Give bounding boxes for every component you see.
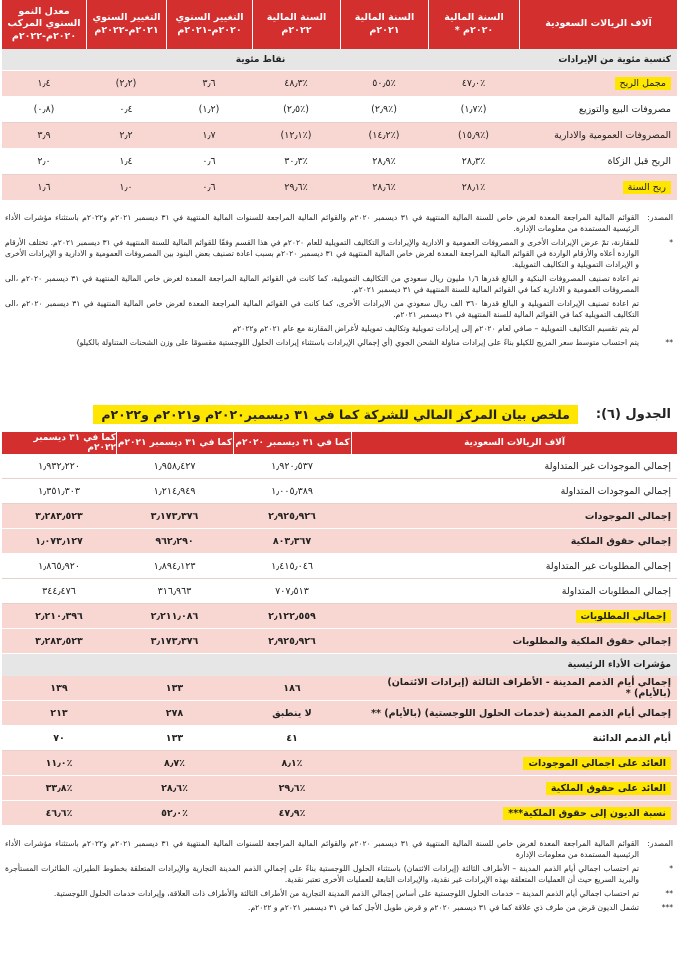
cell: ٪٥٠٫٥	[372, 78, 396, 89]
table-row	[2, 751, 677, 776]
cell: ١٫٠٠٥٫٣٨٩	[271, 485, 313, 497]
source-note: القوائم المالية المراجعة المعدة لغرض خاص للسنة المالية المنتهية في ٣١ ديسمبر ٢٠٢٠م والقوائم المالية المراجعة للسنوات المالية المنتهية في ٣١ ديسمبر ٢٠٢١م و٢٠٢٢م باستثناء مؤشرات الأداء الرئيسية المستمدة من معلومات الإدارة.	[5, 213, 640, 233]
cell: ٢٫٩٢٥٫٩٢٦	[268, 510, 316, 522]
cell: ٪٢٨٫١	[461, 182, 486, 193]
cell: ٪٥٢٫٠	[161, 807, 188, 819]
row-label: الربح قبل الزكاة	[607, 156, 671, 167]
header-label: آلاف الريالات السعودية	[519, 0, 677, 49]
header-chg2022: التغيير السنوي ٢٠٢١م-٢٠٢٢م	[86, 0, 166, 49]
table-row	[2, 529, 677, 554]
cell: ٪١١٫٠	[45, 757, 73, 769]
section-label: كنسبة مئوية من الإيرادات	[558, 54, 671, 65]
unit-label: نقاط مئوية	[235, 54, 286, 65]
header-y2020: السنة المالية ٢٠٢٠م *	[428, 0, 519, 49]
cell: ١٣٣	[165, 732, 184, 744]
footnote: للمقارنة، تمّ عرض الإيرادات الأخرى و المصروفات العمومية و الادارية والإيرادات و التكاليف التمويلية للعام ٢٠٢٠م في هذا القسم وفقًا للقوائم المالية للسنة المنتهية في ٣١ ديسمبر ٢٠٢١م. تختلف الأرقام الواردة أعلاه والأرقام الواردة في القوائم المالية المراجعة المعدة لغرض خاص المالية المنتهية في ٣١ ديسمبر ٢٠٢٠م بسبب اعادة تصنيف بعض البنود بين المصروفات العمومية و الادارية و الإيرادات الأخرى و الإيرادات التمويلية و التكاليف التمويلية.	[5, 238, 640, 269]
row-label: أيام الذمم الدائنة	[592, 732, 671, 744]
table-row	[2, 604, 677, 629]
cell: ٤١	[286, 732, 298, 744]
cell: (٪١٢٫١)	[280, 130, 312, 141]
cell: ٣٫٩	[37, 130, 51, 141]
row-label: المصروفات العمومية والادارية	[554, 130, 671, 141]
note-tag: **	[665, 338, 673, 347]
cell: ٠٫٦	[202, 156, 216, 167]
cell: ٠٫٤	[119, 104, 133, 115]
table-row	[2, 479, 677, 504]
table-row	[2, 629, 677, 654]
cell: ٢٫٢١١٫٠٨٦	[150, 610, 199, 622]
cell: ٢٫٠	[37, 156, 51, 167]
cell: ٪٨٫١	[281, 757, 303, 769]
cell: لا ينطبق	[272, 707, 312, 719]
cell: (٪١٤٫٢)	[368, 130, 400, 141]
cell: ٠٫٦	[202, 182, 216, 193]
cell: ٣٫١٧٣٫٣٧٦	[150, 635, 199, 647]
cell: (١٫٢)	[198, 104, 220, 115]
cell: ١٣٣	[165, 682, 184, 694]
row-label: مجمل الربح	[615, 77, 671, 90]
kpi-section-label: مؤشرات الأداء الرئيسية	[2, 654, 677, 676]
cell: ٪٨٫٧	[164, 757, 185, 769]
table-row	[2, 71, 677, 97]
table-row	[2, 579, 677, 604]
table-row	[2, 801, 677, 826]
cell: ٢٫٢	[119, 130, 133, 141]
notes-table1	[5, 212, 673, 351]
cell: ٣٫٢٨٣٫٥٢٣	[35, 635, 83, 647]
table-row	[2, 97, 677, 123]
header-d2020: كما في ٣١ ديسمبر ٢٠٢٠م	[233, 432, 351, 454]
cell: ١٫٩٢٠٫٥٣٧	[271, 460, 313, 472]
cell: ١٫٠٧٣٫١٢٧	[35, 535, 83, 547]
cell: ٪٢٨٫٣	[461, 156, 486, 167]
row-label: مصروفات البيع والتوزيع	[578, 104, 671, 115]
cell: ١٣٩	[50, 682, 68, 694]
cell: ١٫٤١٥٫٠٤٦	[271, 560, 313, 572]
row-label: إجمالي المطلوبات غير المتداولة	[545, 560, 671, 572]
cell: (٪١٫٧)	[460, 104, 487, 115]
table-number: الجدول (٦):	[595, 406, 671, 422]
cell: ٪٤٦٫٦	[45, 807, 73, 819]
note-tag: المصدر:	[647, 213, 673, 222]
row-label: العائد على حقوق الملكية	[546, 782, 671, 795]
cell: ٣٫٢٨٣٫٥٢٣	[35, 510, 83, 522]
cell: ٣٤٤٫٤٧٦	[42, 585, 76, 597]
section-header	[2, 49, 677, 71]
cell: ٣٫٦	[202, 78, 216, 89]
cell: ١٫٨٦٥٫٩٢٠	[38, 560, 80, 572]
margins-table-header	[2, 0, 677, 49]
cell: ٢٫٩٢٥٫٩٢٦	[268, 635, 316, 647]
row-label: نسبة الديون إلى حقوق الملكية***	[503, 807, 671, 820]
table-row	[2, 149, 677, 175]
header-chg2021: التغيير السنوي ٢٠٢٠م-٢٠٢١م	[166, 0, 252, 49]
note-tag: **	[665, 889, 673, 898]
row-label: العائد على اجمالي الموجودات	[523, 757, 671, 770]
cell: ٪٤٨٫٣	[284, 78, 308, 89]
table-row	[2, 123, 677, 149]
cell: ٪٢٩٫٦	[278, 782, 306, 794]
footnote: لم يتم تقسيم التكاليف التمويلية – صافي لعام ٢٠٢٠م إلى إيرادات تمويلية وتكاليف تمويلية لأغراض المقارنة مع عام ٢٠٢١م و٢٠٢٢م	[232, 324, 639, 333]
cell: ١٫٤	[119, 156, 133, 167]
cell: ٢٧٨	[165, 707, 184, 719]
row-label: إجمالي الموجودات	[584, 510, 671, 522]
cell: ١٫٠	[119, 182, 133, 193]
cell: ٧٠٧٫٥١٣	[275, 585, 309, 597]
cell: ٪٢٨٫٦	[372, 182, 396, 193]
row-label: إجمالي المطلوبات المتداولة	[561, 585, 671, 597]
footnote: يتم احتساب متوسط سعر المزيج للكيلو بناءً على إيرادات مناولة الشحن الجوي (أي إجمالي الإيرادات باستثناء إيرادات الحلول اللوجستية مقسومًا على وزن الشحنات المتناولة بالكيلو)	[76, 338, 639, 347]
table-row	[2, 454, 677, 479]
table-row	[2, 726, 677, 751]
footnote: تم احتساب اجمالي أيام الذمم المدينة – خدمات الحلول اللوجستية على أساس إجمالي الذمم المدينة التجارية من الأطراف الثالثة والأطراف ذات العلاقة، وإيرادات خدمات الحلول اللوجستية.	[53, 889, 639, 898]
cell: ٪٣٠٫٣	[284, 156, 308, 167]
header-label: آلاف الريالات السعودية	[351, 432, 677, 454]
row-label: إجمالي أيام الذمم المدينة - الأطراف الثالثة (إيرادات الائتمان) (بالأيام) *	[387, 677, 671, 699]
cell: ١٫٩٣٢٫٢٢٠	[38, 460, 80, 472]
table2-title	[3, 403, 675, 425]
cell: (٠٫٨)	[33, 104, 55, 115]
row-label: ربح السنة	[623, 181, 671, 194]
notes-table2	[5, 838, 673, 916]
margins-table	[2, 0, 677, 201]
header-d2022: كما في ٣١ ديسمبر ٢٠٢٢م	[2, 432, 116, 454]
cell: ٪٢٨٫٦	[161, 782, 188, 794]
row-label: إجمالي الموجودات غير المتداولة	[544, 460, 671, 472]
cell: (٪٢٫٥)	[283, 104, 309, 115]
cell: ٪٢٩٫٦	[284, 182, 308, 193]
row-label: إجمالي حقوق الملكية	[570, 535, 671, 547]
table-caption: ملخص بيان المركز المالي للشركة كما في ٣١ ديسمبر٢٠٢٠م و٢٠٢١م و٢٠٢٢م	[93, 405, 578, 424]
header-cagr: معدل النمو السنوي المركب ٢٠٢٠م-٢٠٢٢م	[2, 0, 86, 49]
cell: ١٫٢١٤٫٩٤٩	[153, 485, 196, 497]
footnote: تم اعادة تصنيف المصروفات البنكية و البالغ قدرها ١٫٦ مليون ريال سعودي من التكاليف التمويلية، كما كانت في القوائم المالية المراجعة المعدة لغرض خاص المالية المنتهية في ٣١ ديسمبر ٢٠٢٠م ،الى المصروفات العمومية و الادارية كما في القوائم المالية للسنة المنتهية في ٣١ ديسمبر ٢٠٢١م.	[5, 274, 640, 294]
header-y2022: السنة المالية ٢٠٢٢م	[252, 0, 340, 49]
row-label: إجمالي أيام الذمم المدينة (خدمات الحلول اللوجستية) (بالأيام) **	[371, 707, 671, 719]
note-tag: *	[669, 864, 673, 873]
cell: ٢٫٢١٠٫٣٩٦	[35, 610, 83, 622]
table-row	[2, 701, 677, 726]
footnote: تم احتساب اجمالي أيام الذمم المدينة – الأطراف الثالثة (إيرادات الائتمان) باستثناء الحلول اللوجستية بناءً على إجمالي الذمم المدينة التجارية والإيرادات المتعلقة بخطوط الطيران، الطائرات المستأجرة والبريد السريع حيث أن العمليات المتعلقة بهذه الإيرادات غير نقدية، والإيرادات التابعة للعمليات الأخرى تعتبر نقدية.	[5, 864, 639, 884]
cell: ٪٤٧٫٠	[461, 78, 486, 89]
cell: (٢٫٢)	[115, 78, 137, 89]
row-label: إجمالي حقوق الملكية والمطلوبات	[512, 635, 671, 647]
cell: ٪٤٧٫٩	[278, 807, 306, 819]
footnote: تشمل الديون قرض من طرف ذي علاقة كما في ٣١ ديسمبر ٢٠٢٠م و قرض طويل الأجل كما في ٣١ ديسمبر ٢٠٢١م و ٢٠٢٢م.	[248, 903, 639, 912]
cell: ١٫٧	[202, 130, 216, 141]
cell: ٩٦٢٫٢٩٠	[155, 535, 194, 547]
cell: ١٫٨٩٤٫١٢٣	[153, 560, 196, 572]
table-row	[2, 504, 677, 529]
note-tag: *	[669, 238, 673, 247]
table-row	[2, 676, 677, 701]
cell: ٢١٣	[50, 707, 68, 719]
row-label: إجمالي المطلوبات	[576, 610, 672, 623]
header-d2021: كما في ٣١ ديسمبر ٢٠٢١م	[116, 432, 233, 454]
table-row	[2, 175, 677, 201]
footnote: تم اعادة تصنيف الإيرادات التمويلية و البالغ قدرها ٣٦٠ الف ريال سعودي من الايرادات الأخرى، كما كانت في القوائم المالية المراجعة المعدة لغرض خاص المالية المنتهية في ٣١ ديسمبر ٢٠٢٠م ،الى التكاليف التمويلية كما في القوائم المالية للسنة المنتهية في ٣١ ديسمبر ٢٠٢١م.	[5, 299, 640, 319]
row-label: إجمالي الموجودات المتداولة	[560, 485, 671, 497]
cell: ١٫٩٥٨٫٤٢٧	[153, 460, 196, 472]
note-tag: المصدر:	[647, 839, 673, 848]
cell: ٨٠٣٫٣٦٧	[272, 535, 312, 547]
cell: ١٫٤	[37, 78, 51, 89]
header-y2021: السنة المالية ٢٠٢١م	[340, 0, 428, 49]
source-note: القوائم المالية المراجعة المعدة لغرض خاص للسنة المالية المنتهية في ٣١ ديسمبر ٢٠٢٠م والقوائم المالية المراجعة للسنوات المالية المنتهية في ٣١ ديسمبر ٢٠٢١م و٢٠٢٢م باستثناء مؤشرات الأداء الرئيسية المستمدة من معلومات الإدارة	[5, 839, 640, 859]
balance-sheet-table	[2, 432, 677, 826]
cell: (٪١٥٫٩)	[458, 130, 489, 141]
table-row	[2, 776, 677, 801]
balance-sheet-header	[2, 432, 677, 454]
cell: ٢٫١٢٢٫٥٥٩	[268, 610, 316, 622]
table-row	[2, 554, 677, 579]
cell: ٣٫١٧٣٫٣٧٦	[150, 510, 199, 522]
cell: ١٫٦	[37, 182, 51, 193]
cell: ٪٣٣٫٨	[45, 782, 73, 794]
cell: ٧٠	[53, 732, 65, 744]
cell: ١٨٦	[283, 682, 301, 694]
cell: ٪٢٨٫٩	[372, 156, 396, 167]
cell: (٪٢٫٩)	[371, 104, 397, 115]
note-tag: ***	[661, 903, 673, 912]
cell: ٣١٦٫٩٦٣	[157, 585, 192, 597]
cell: ١٫٣٥١٫٣٠٣	[38, 485, 80, 497]
